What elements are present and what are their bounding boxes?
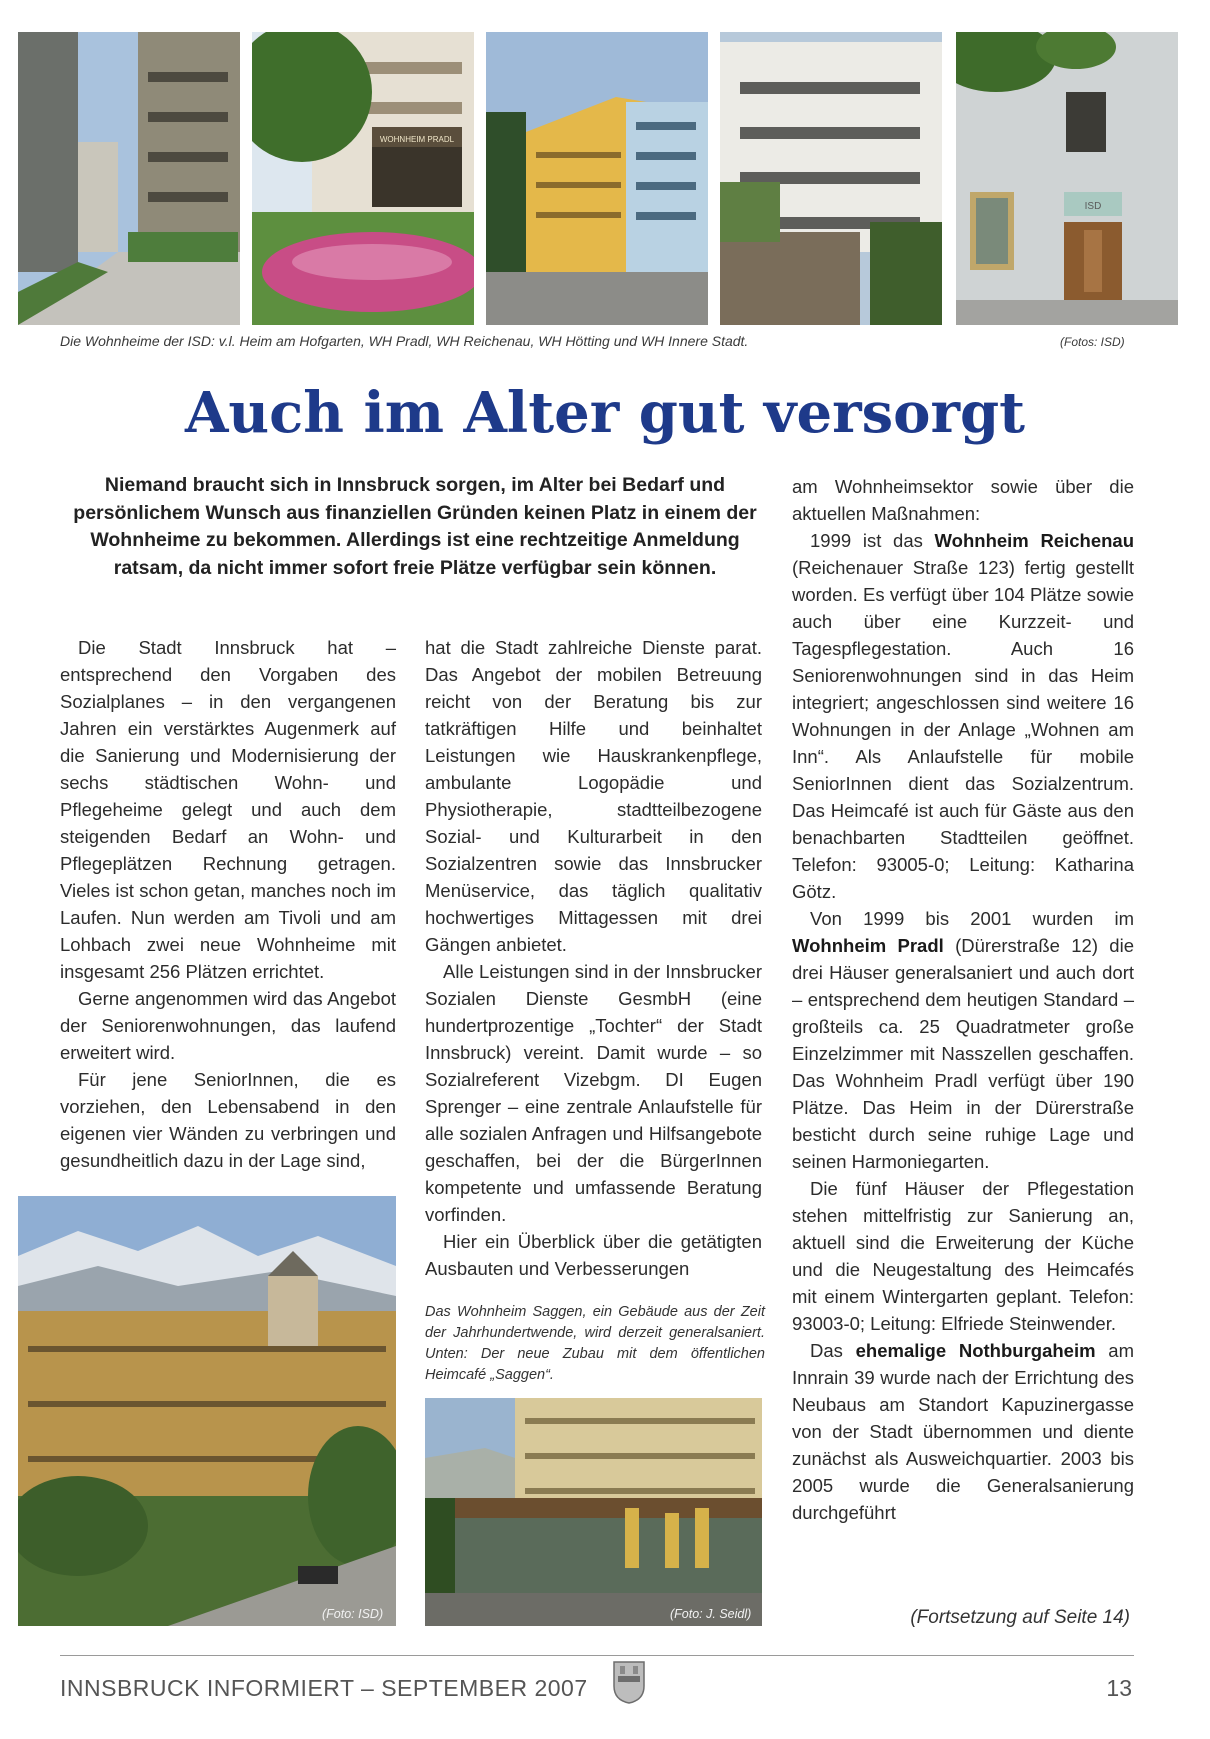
col1-paragraph-1: Die Stadt Innsbruck hat – entsprechend den Vorgaben des Sozialplanes – in den vergangenen Jahren ein verstärktes Augenmerk auf die Sanierung und Modernisierung der sechs städtischen Wohn- und Pflegeheime gelegt und auch dem steigenden Bedarf an Wohn- und Pflegeplätzen Rechnung getragen. Vieles ist schon getan, manches noch im Laufen. Nun werden am Tivoli und am Lohbach zwei neue Wohnheime mit insgesamt 256 Plätzen errichtet. — [60, 637, 396, 982]
city-crest-icon — [612, 1660, 646, 1704]
top-photos-caption: Die Wohnheime der ISD: v.l. Heim am Hofgarten, WH Pradl, WH Reichenau, WH Hötting und WH Innere Stadt. — [60, 333, 749, 349]
photo-heimcafe-saggen — [425, 1398, 762, 1626]
col3-paragraph-reichenau — [792, 527, 1134, 905]
col3-paragraph-1: am Wohnheimsektor sowie über die aktuellen Maßnahmen: — [792, 476, 1134, 524]
sign-isd: ISD — [1084, 201, 1102, 212]
col2-paragraph-3: Hier ein Überblick über die getätigten Ausbauten und Verbesserungen — [425, 1231, 762, 1279]
col3-paragraph-pflegestation: Die fünf Häuser der Pflegestation stehen mittelfristig zur Sanierung an, aktuell sind die Erweiterung der Küche und die Neugestaltung des Heimcafés mit einem Wintergarten geplant. Telefon: 93003-0; Leitung: Elfriede Steinwender. — [792, 1178, 1134, 1334]
sign-wohnheim-pradl: WOHNHEIM PRADL — [379, 135, 455, 144]
photo-wh-pradl — [252, 32, 474, 325]
headline: Auch im Alter gut versorgt — [184, 380, 1026, 446]
col3-text: (Reichenauer Straße 123) fertig gestellt worden. Es verfügt über 104 Plätze sowie auch über eine Kurzzeit- und Tagespflegestation. Auch 16 Seniorenwohnungen sind in das Heim integriert; angeschlossen sind weitere 16 Wohnungen in der Anlage „Wohnen am Inn“. Als Anlaufstelle für mobile SeniorInnen dient das Sozialzentrum. Das Heimcafé ist auch für Gäste aus den benachbarten Stadtteilen geöffnet. Telefon: 93005-0; Leitung: Katharina Götz. — [792, 557, 1134, 902]
page-number: 13 — [1106, 1675, 1132, 1701]
col2-paragraph-2: Alle Leistungen sind in der Innsbrucker Sozialen Dienste GesmbH (eine hundertprozentige „Tochter“ der Stadt Innsbruck) vereint. Damit wurde – so Sozialreferent Vizebgm. DI Eugen Sprenger – eine zentrale Anlaufstelle für alle sozialen Anfragen und Hilfsangebote geschaffen, bei der die BürgerInnen kompetente und umfassende Beratung vorfinden. — [425, 961, 762, 1225]
highlight-nothburgaheim: ehemalige Nothburgaheim — [855, 1340, 1096, 1361]
highlight-wohnheim-reichenau: Wohnheim Reichenau — [934, 530, 1134, 551]
col3-text: Von 1999 bis 2001 wurden im — [810, 908, 1134, 929]
continuation-note: (Fortsetzung auf Seite 14) — [910, 1607, 1130, 1628]
col2-paragraph-1: hat die Stadt zahlreiche Dienste parat. Das Angebot der mobilen Betreuung reicht von der Beratung bis zur tatkräftigen Hilfe und beinhaltet Leistungen wie Hauskrankenpflege, ambulante Logopädie und Physiotherapie, stadtteilbezogene Sozial- und Kulturarbeit in den Sozialzentren sowie das Innsbrucker Menüservice, das täglich qualitativ hochwertiges Mittagessen mit drei Gängen anbietet. — [425, 637, 762, 955]
photo-credit-saggen: (Foto: ISD) — [322, 1607, 384, 1621]
photo-credit-cafe: (Foto: J. Seidl) — [670, 1607, 752, 1621]
column-2 — [425, 634, 762, 1282]
col3-text: 1999 ist das — [810, 530, 923, 551]
column-1 — [60, 634, 396, 1174]
footer-divider — [60, 1655, 1134, 1656]
footer-publication: INNSBRUCK INFORMIERT – SEPTEMBER 2007 — [60, 1675, 588, 1701]
photo-heim-am-hofgarten — [18, 32, 240, 325]
column-3 — [792, 473, 1134, 1526]
col3-paragraph-pradl — [792, 905, 1134, 1175]
photo-wh-hoetting — [720, 32, 942, 325]
col1-paragraph-2: Gerne angenommen wird das Angebot der Seniorenwohnungen, das laufend erweitert wird. — [60, 988, 396, 1063]
highlight-wohnheim-pradl: Wohnheim Pradl — [792, 935, 944, 956]
col1-paragraph-3: Für jene SeniorInnen, die es vorziehen, den Lebensabend in den eigenen vier Wänden zu verbringen und gesundheitlich dazu in der Lage sind, — [60, 1069, 396, 1171]
saggen-photo-caption: Das Wohnheim Saggen, ein Gebäude aus der Zeit der Jahrhundertwende, wird derzeit generalsaniert. Unten: Der neue Zubau mit dem öffentlichen Heimcafé „Saggen“. — [425, 1304, 765, 1383]
col3-text: Das — [810, 1340, 843, 1361]
photo-wh-innere-stadt — [956, 32, 1178, 325]
photo-wh-reichenau — [486, 32, 708, 325]
top-photos-credit: (Fotos: ISD) — [1060, 335, 1125, 349]
lead-paragraph: Niemand braucht sich in Innsbruck sorgen, im Alter bei Bedarf und persönlichem Wunsch aus finanziellen Gründen keinen Platz in einem der Wohnheime zu bekommen. Allerdings ist eine rechtzeitige Anmeldung ratsam, da nicht immer sofort freie Plätze verfügbar sein können. — [73, 474, 757, 579]
col3-paragraph-nothburgaheim — [792, 1337, 1134, 1526]
col3-text: am Innrain 39 wurde nach der Errichtung des Neubaus am Standort Kapuzinergasse von der Stadt übernommen und diente zunächst als Ausweichquartier. 2003 bis 2005 wurde die Generalsanierung durchgeführt — [792, 1340, 1134, 1523]
photo-wohnheim-saggen — [18, 1196, 396, 1626]
col3-text: (Dürerstraße 12) die drei Häuser generalsaniert und auch dort – entsprechend dem heutigen Standard – großteils ca. 25 Quadratmeter große Einzelzimmer mit Nasszellen geschaffen. Das Wohnheim Pradl verfügt über 190 Plätze. Das Heim in der Dürerstraße besticht durch seine ruhige Lage und seinen Harmoniegarten. — [792, 935, 1134, 1172]
